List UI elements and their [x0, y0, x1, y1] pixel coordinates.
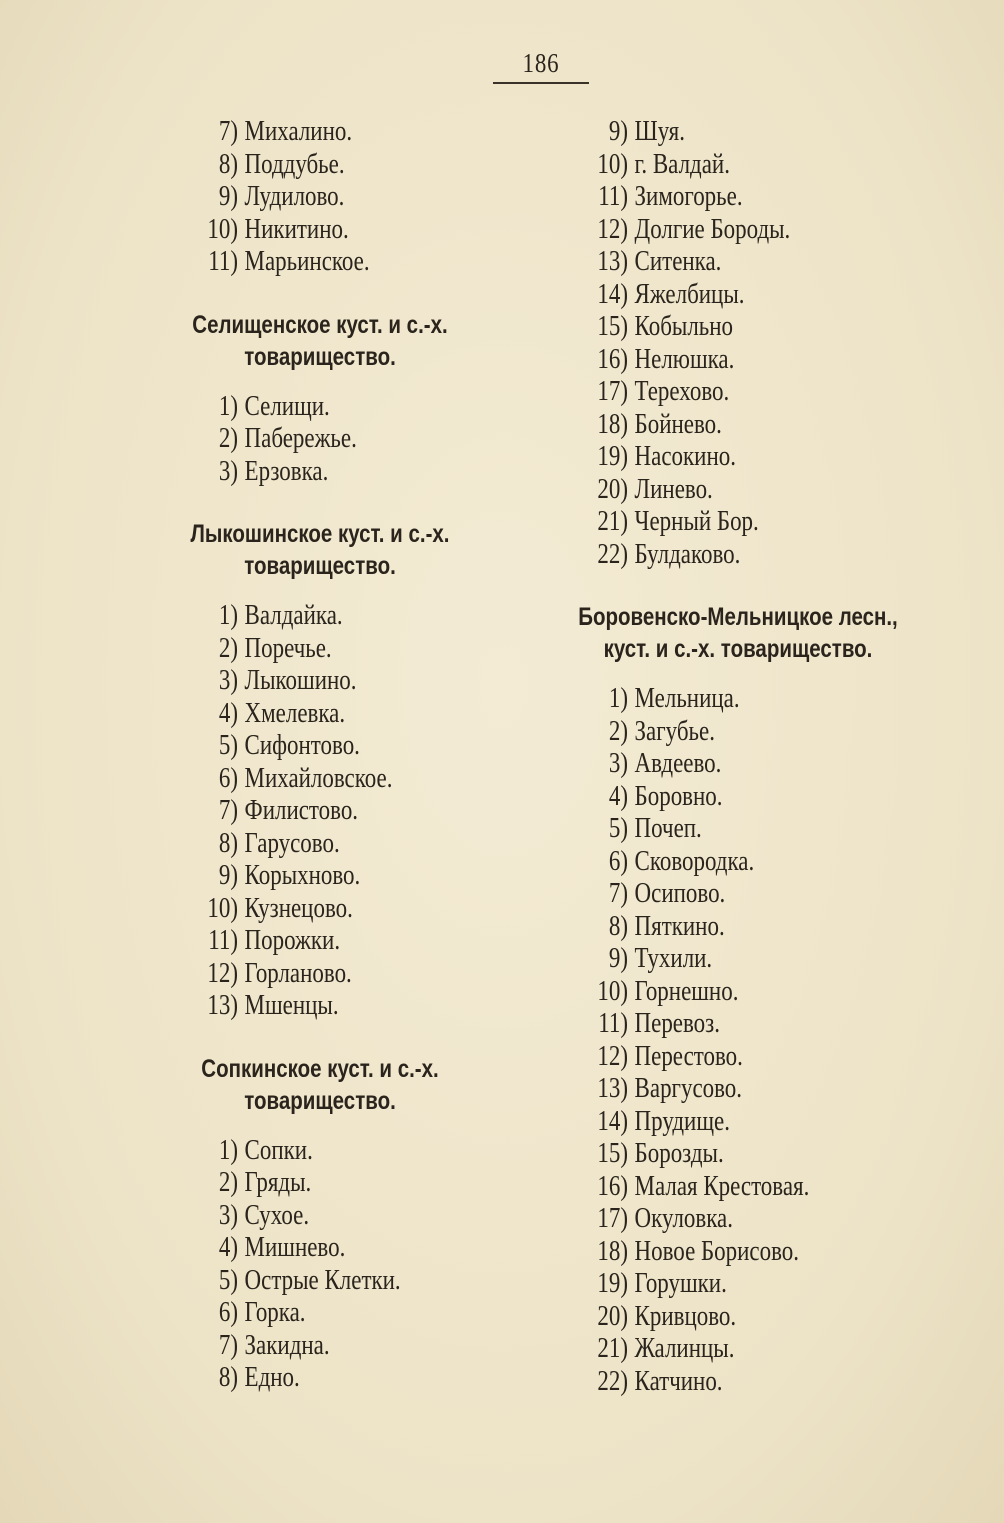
village-name: Новое Борисово. — [634, 1235, 800, 1267]
list-item — [538, 846, 958, 879]
village-name: Авдеево. — [634, 748, 722, 779]
village-name: Ерзовка. — [244, 455, 329, 487]
list-item — [150, 698, 510, 731]
item-number: 3) — [218, 1199, 238, 1231]
item-number: 10) — [207, 213, 238, 245]
list-item — [150, 990, 510, 1023]
village-name: Терехово. — [634, 376, 730, 407]
list-item — [150, 1167, 510, 1200]
list-item — [150, 893, 510, 926]
list-item — [538, 1203, 958, 1236]
village-name: г. Валдай. — [634, 148, 730, 180]
list-item — [150, 149, 510, 182]
item-number: 3) — [218, 455, 238, 487]
village-name: Острые Клетки. — [244, 1264, 401, 1296]
item-number: 1) — [608, 683, 628, 714]
village-name: Гряды. — [244, 1167, 312, 1198]
item-number: 4) — [218, 697, 238, 729]
village-name: Сковородка. — [634, 845, 755, 877]
list-item — [538, 1301, 958, 1334]
section-heading: Селищенское куст. и с.-х. — [192, 310, 448, 339]
item-number: 11) — [598, 181, 628, 212]
item-number: 5) — [218, 730, 238, 761]
village-name: Шуя. — [634, 116, 685, 147]
list-item — [150, 391, 510, 424]
item-number: 10) — [597, 148, 628, 180]
item-number: 9) — [608, 943, 628, 974]
list-item — [538, 441, 958, 474]
village-name: Кобыльно — [634, 311, 734, 342]
village-name: Сифонтово. — [244, 730, 360, 761]
list-item — [150, 1265, 510, 1298]
village-name: Сухое. — [244, 1199, 310, 1231]
item-number: 19) — [597, 441, 628, 472]
village-name: Зимогорье. — [634, 181, 743, 212]
list-item — [538, 1008, 958, 1041]
list-item — [538, 748, 958, 781]
item-number: 8) — [608, 910, 628, 942]
section-heading: товарищество. — [244, 552, 396, 580]
list-item — [150, 456, 510, 489]
village-name: Прудище. — [634, 1105, 730, 1137]
item-number: 10) — [597, 975, 628, 1007]
list-item — [150, 181, 510, 214]
village-name: Почеп. — [634, 813, 702, 844]
village-name: Тухили. — [634, 943, 713, 974]
item-number: 16) — [597, 343, 628, 375]
item-number: 5) — [608, 813, 628, 844]
section-heading: куст. и с.-х. товарищество. — [603, 635, 873, 663]
list-item — [150, 1200, 510, 1233]
village-name: Никитино. — [244, 213, 349, 245]
list-item — [150, 1135, 510, 1168]
village-name: Жалинцы. — [634, 1333, 735, 1364]
item-number: 11) — [598, 1008, 628, 1039]
village-name: Михалино. — [244, 116, 353, 147]
item-number: 15) — [597, 311, 628, 342]
spacer — [538, 571, 958, 601]
item-number: 14) — [597, 278, 628, 310]
item-number: 2) — [608, 715, 628, 747]
list-item — [150, 1297, 510, 1330]
village-name: Борозды. — [634, 1138, 724, 1169]
village-name: Кривцово. — [634, 1300, 737, 1332]
spacer — [538, 665, 958, 683]
list-item — [538, 878, 958, 911]
item-number: 22) — [597, 1365, 628, 1397]
village-name: Валдайка. — [244, 600, 343, 631]
village-name: Поддубье. — [244, 148, 345, 180]
list-item — [150, 925, 510, 958]
item-number: 21) — [597, 506, 628, 537]
village-name: Закидна. — [244, 1329, 330, 1361]
village-name: Насокино. — [634, 441, 736, 472]
village-name: Горнешно. — [634, 975, 739, 1007]
item-number: 11) — [208, 925, 238, 956]
list-item — [538, 1268, 958, 1301]
section-heading: товарищество. — [244, 342, 396, 371]
village-name: Селищи. — [244, 390, 330, 422]
village-name: Порожки. — [244, 925, 341, 956]
item-number: 2) — [218, 632, 238, 664]
village-name: Лыкошино. — [244, 665, 357, 696]
list-item — [538, 1106, 958, 1139]
item-number: 9) — [218, 860, 238, 891]
item-number: 6) — [218, 762, 238, 794]
village-name: Мельница. — [634, 683, 740, 714]
item-number: 17) — [597, 376, 628, 407]
list-item — [538, 279, 958, 312]
list-item — [150, 958, 510, 991]
village-name: Черный Бор. — [634, 506, 759, 537]
item-number: 1) — [218, 600, 238, 631]
village-name: Малая Крестовая. — [634, 1170, 810, 1202]
item-number: 17) — [597, 1203, 628, 1234]
list-item — [150, 1232, 510, 1265]
village-name: Боровно. — [634, 780, 723, 812]
village-name: Михайловское. — [244, 762, 393, 794]
item-number: 12) — [597, 213, 628, 245]
list-item — [150, 600, 510, 633]
village-name: Окуловка. — [634, 1203, 733, 1234]
spacer — [150, 1117, 510, 1135]
list-item — [538, 409, 958, 442]
list-item — [150, 246, 510, 279]
list-item — [538, 506, 958, 539]
spacer — [150, 373, 510, 391]
item-number: 8) — [218, 1362, 238, 1393]
village-name: Сопки. — [244, 1134, 313, 1166]
item-number: 9) — [608, 116, 628, 147]
section-heading: Боровенско-Мельницкое лесн., — [578, 603, 898, 631]
item-number: 4) — [218, 1232, 238, 1263]
list-item — [538, 539, 958, 572]
village-name: Булдаково. — [634, 538, 741, 570]
village-name: Лудилово. — [244, 181, 345, 212]
list-item — [150, 860, 510, 893]
spacer — [150, 279, 510, 309]
list-item — [150, 214, 510, 247]
item-number: 18) — [597, 408, 628, 440]
list-item — [150, 116, 510, 149]
list-item — [538, 943, 958, 976]
list-item — [538, 376, 958, 409]
item-number: 8) — [218, 148, 238, 180]
village-name: Линево. — [634, 473, 713, 505]
list-item — [538, 344, 958, 377]
item-number: 2) — [218, 1167, 238, 1198]
section-heading: товарищество. — [244, 1086, 396, 1115]
village-name: Пяткино. — [634, 910, 725, 942]
village-name: Корыхново. — [244, 860, 361, 891]
section-heading: Лыкошинское куст. и с.-х. — [190, 520, 450, 548]
village-name: Яжелбицы. — [634, 278, 745, 310]
item-number: 3) — [608, 748, 628, 779]
village-name: Катчино. — [634, 1365, 723, 1397]
item-number: 2) — [218, 423, 238, 454]
item-number: 20) — [597, 473, 628, 505]
list-item — [538, 683, 958, 716]
left-column — [150, 116, 510, 1395]
village-name: Пабережье. — [244, 423, 357, 454]
village-name: Осипово. — [634, 878, 726, 909]
spacer — [150, 488, 510, 518]
item-number: 1) — [218, 1134, 238, 1166]
item-number: 19) — [597, 1268, 628, 1299]
item-number: 7) — [218, 1329, 238, 1361]
page-number-rule — [493, 82, 589, 84]
list-item — [538, 1138, 958, 1171]
item-number: 3) — [218, 665, 238, 696]
list-item — [150, 423, 510, 456]
item-number: 10) — [207, 892, 238, 924]
list-item — [150, 795, 510, 828]
item-number: 6) — [218, 1297, 238, 1328]
item-number: 15) — [597, 1138, 628, 1169]
list-item — [538, 311, 958, 344]
list-item — [538, 116, 958, 149]
list-item — [538, 1073, 958, 1106]
item-number: 4) — [608, 780, 628, 812]
item-number: 12) — [207, 957, 238, 989]
item-number: 11) — [208, 246, 238, 277]
list-item — [538, 1171, 958, 1204]
item-number: 14) — [597, 1105, 628, 1137]
list-item — [538, 1333, 958, 1366]
list-item — [538, 911, 958, 944]
list-item — [150, 763, 510, 796]
item-number: 18) — [597, 1235, 628, 1267]
item-number: 20) — [597, 1300, 628, 1332]
item-number: 7) — [218, 795, 238, 826]
village-name: Мишнево. — [244, 1232, 346, 1263]
list-item — [150, 1362, 510, 1395]
section-heading: Сопкинское куст. и с.-х. — [201, 1054, 439, 1083]
list-item — [538, 214, 958, 247]
village-name: Филистово. — [244, 795, 359, 826]
village-name: Горка. — [244, 1297, 306, 1328]
list-item — [538, 474, 958, 507]
village-name: Ситенка. — [634, 246, 722, 277]
village-name: Хмелевка. — [244, 697, 346, 729]
item-number: 7) — [218, 116, 238, 147]
page-number: 186 — [522, 48, 560, 78]
list-item — [538, 716, 958, 749]
village-name: Горланово. — [244, 957, 352, 989]
village-name: Бойнево. — [634, 408, 722, 440]
village-name: Поречье. — [244, 632, 332, 664]
list-item — [538, 149, 958, 182]
list-item — [538, 1236, 958, 1269]
item-number: 13) — [597, 1073, 628, 1104]
item-number: 12) — [597, 1040, 628, 1072]
village-name: Гарусово. — [244, 827, 340, 859]
village-name: Нелюшка. — [634, 343, 735, 375]
village-name: Марьинское. — [244, 246, 370, 277]
item-number: 5) — [218, 1264, 238, 1296]
list-item — [538, 181, 958, 214]
list-item — [538, 246, 958, 279]
item-number: 7) — [608, 878, 628, 909]
village-name: Мшенцы. — [244, 990, 339, 1021]
spacer — [150, 582, 510, 600]
item-number: 1) — [218, 390, 238, 422]
item-number: 22) — [597, 538, 628, 570]
spacer — [150, 1023, 510, 1053]
item-number: 21) — [597, 1333, 628, 1364]
list-item — [150, 730, 510, 763]
item-number: 13) — [207, 990, 238, 1021]
village-name: Едно. — [244, 1362, 300, 1393]
item-number: 13) — [597, 246, 628, 277]
list-item — [538, 1366, 958, 1399]
list-item — [150, 828, 510, 861]
list-item — [150, 1330, 510, 1363]
item-number: 9) — [218, 181, 238, 212]
list-item — [150, 665, 510, 698]
village-name: Перестово. — [634, 1040, 743, 1072]
right-column — [538, 116, 958, 1398]
list-item — [538, 813, 958, 846]
village-name: Загубье. — [634, 715, 715, 747]
item-number: 6) — [608, 845, 628, 877]
list-item — [538, 976, 958, 1009]
village-name: Варгусово. — [634, 1073, 743, 1104]
village-name: Кузнецово. — [244, 892, 353, 924]
village-name: Долгие Бороды. — [634, 213, 791, 245]
item-number: 16) — [597, 1170, 628, 1202]
village-name: Горушки. — [634, 1268, 727, 1299]
item-number: 8) — [218, 827, 238, 859]
list-item — [538, 1041, 958, 1074]
list-item — [150, 633, 510, 666]
list-item — [538, 781, 958, 814]
village-name: Перевоз. — [634, 1008, 720, 1039]
